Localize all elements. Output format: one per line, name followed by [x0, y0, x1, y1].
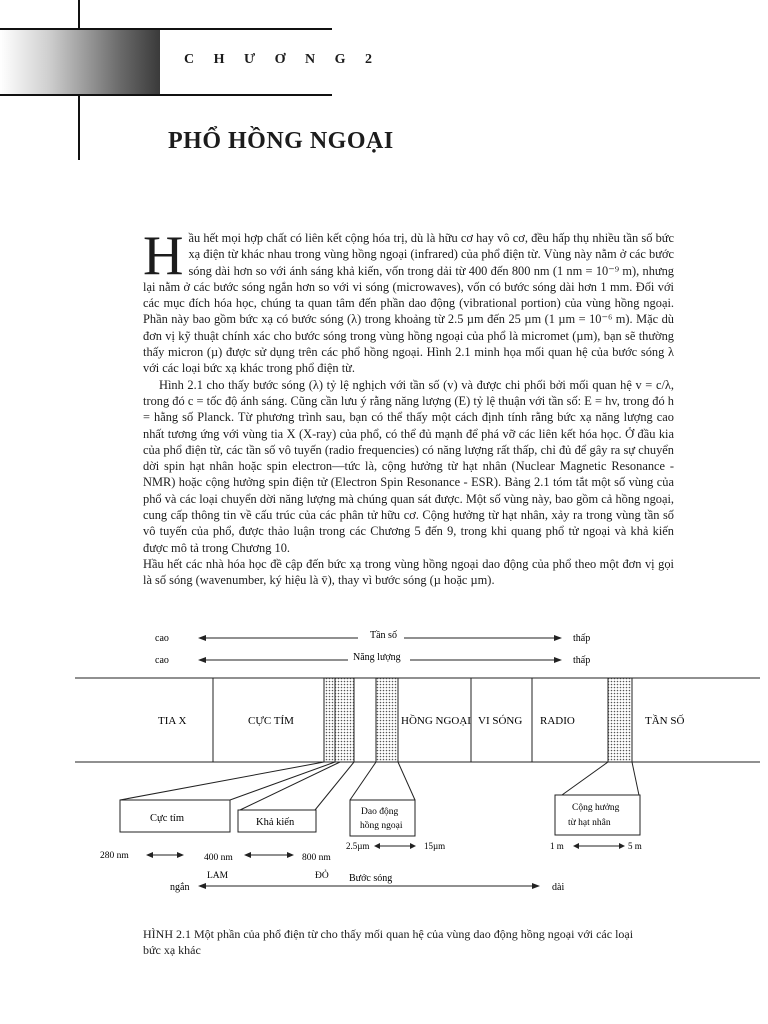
energy-high-label: cao	[155, 655, 169, 666]
freq-label: Tần số	[370, 630, 397, 641]
box-nmr-label-2: từ hạt nhân	[568, 818, 611, 828]
paragraph-1	[143, 225, 674, 377]
wavelength-long-label: dài	[552, 882, 565, 893]
region-xray: TIA X	[158, 715, 187, 727]
tick-arrow-2-left	[244, 852, 251, 858]
tick-arrow-4-right	[619, 843, 625, 849]
tick-25um: 2.5µm	[346, 841, 370, 851]
region-uv: CỰC TÍM	[248, 715, 294, 727]
region-ir: HỒNG NGOẠI	[401, 715, 471, 727]
tick-800nm: 800 nm	[302, 853, 331, 863]
tick-do: ĐỎ	[315, 871, 329, 881]
chapter-label: C H Ư Ơ N G 2	[184, 52, 381, 67]
wavelength-arrowhead-left	[198, 883, 206, 889]
tick-5m: 5 m	[628, 841, 642, 851]
box-nmr	[555, 795, 640, 835]
visible-band	[324, 678, 354, 762]
paragraph-1-text: ầu hết mọi hợp chất có liên kết cộng hóa trị, dù là hữu cơ hay vô cơ, đều hấp thụ nhiều tần số bức xạ điện từ khác nhau trong vùng hồng ngoại (infrared) của phổ điện từ. Vùng này nằm ở các bước sóng dài hơn so với ánh sáng khả kiến, vốn trong dải từ 400 đến 800 nm (1 nm = 10⁻⁹ m), nhưng lại nằm ở các bước sóng ngắn hơn so với vi sóng (microwaves), vốn có bước sóng dài hơn 1 mm. Đối với các mục đích hóa học, chúng ta quan tâm đến phần dao động (vibrational portion) của vùng hồng ngoại. Phần này bao gồm bức xạ có bước sóng (λ) trong khoảng từ 2.5 µm đến 25 µm (1 µm = 10⁻⁶ m). Mặc dù đơn vị kỹ thuật chính xác cho bước sóng trong vùng hồng ngoại của phổ là micromet (µm), bạn sẽ thường thấy micron (µ) được sử dụng trên các phổ hồng ngoại. Hình 2.1 minh họa mối quan hệ của bước sóng λ với các loại bức xạ khác trong phổ điện từ.	[143, 231, 674, 376]
wavelength-label: Bước sóng	[349, 873, 393, 884]
wavelength-short-label: ngắn	[170, 882, 190, 893]
tick-arrow-3-left	[374, 843, 380, 849]
spectrum-diagram	[70, 620, 760, 900]
connector-ir-left	[350, 762, 376, 800]
tick-1m: 1 m	[550, 841, 564, 851]
connector-uv-right	[230, 762, 335, 800]
connector-vis-right	[315, 762, 354, 810]
tick-arrow-1-right	[177, 852, 184, 858]
freq-high-label: cao	[155, 633, 169, 644]
energy-label: Năng lượng	[353, 652, 401, 663]
tick-400nm: 400 nm	[204, 853, 233, 863]
connector-vis-left	[240, 762, 340, 810]
page-title: PHỔ HỒNG NGOẠI	[168, 128, 394, 154]
spectrum-figure	[70, 620, 760, 900]
freq-low-label: thấp	[573, 633, 591, 644]
figure-caption: HÌNH 2.1 Một phần của phổ điện từ cho thấy mối quan hệ của vùng dao động hồng ngoại với các loại bức xạ khác	[143, 927, 634, 957]
region-frequency: TẦN SỐ	[645, 715, 685, 727]
energy-low-label: thấp	[573, 655, 591, 666]
tick-lam: LAM	[207, 871, 229, 881]
connector-uv-left	[120, 762, 324, 800]
header-bottom-rule	[0, 94, 332, 96]
paragraph-3: Hầu hết các nhà hóa học đề cập đến bức xạ trong vùng hồng ngoại dao động của phổ theo một đơn vị gọi là số sóng (wavenumber, ký hiệu là v̄), thay vì bước sóng (µ hoặc µm).	[143, 556, 674, 588]
body-text	[143, 225, 674, 589]
box-ir-label-2: hồng ngoại	[360, 821, 403, 831]
box-nmr-label-1: Cộng hưởng	[572, 803, 620, 813]
box-visible-label: Khả kiến	[256, 817, 295, 828]
header-gradient-block	[0, 30, 160, 94]
wavelength-arrowhead-right	[532, 883, 540, 889]
energy-arrowhead-right	[554, 657, 562, 663]
nmr-band	[608, 678, 632, 762]
tick-280nm: 280 nm	[100, 851, 129, 861]
region-radio: RADIO	[540, 715, 575, 727]
tick-15um: 15µm	[424, 841, 446, 851]
tick-arrow-1-left	[146, 852, 153, 858]
paragraph-2: Hình 2.1 cho thấy bước sóng (λ) tỷ lệ nghịch với tần số (v) và được chi phối bởi mối quan hệ v = c/λ, trong đó c = tốc độ ánh sáng. Cũng cần lưu ý rằng năng lượng (E) tỷ lệ thuận với tần số: E = hv, trong đó h = hằng số Planck. Từ phương trình sau, bạn có thể thấy một cách định tính rằng bức xạ năng lượng cao nhất tương ứng với vùng tia X (X-ray) của phổ, có thể đủ mạnh để phá vỡ các liên kết hóa học. Ở đầu kia của phổ điện từ, các tần số vô tuyến (radio frequencies) có năng lượng rất thấp, chỉ đủ để gây ra sự chuyển dời spin hạt nhân hoặc spin electron—tức là, cộng hưởng từ hạt nhân (Nuclear Magnetic Resonance - NMR) hoặc cộng hưởng spin điện tử (Electron Spin Resonance - ESR). Bảng 2.1 tóm tắt một số vùng của phổ và các loại chuyển dời năng lượng mà chúng quan sát được. Một số vùng này, bao gồm cả hồng ngoại, cung cấp thông tin về cấu trúc của các phân tử hữu cơ. Cộng hưởng từ hạt nhân, xảy ra trong vùng tần số vô tuyến của phổ, được thảo luận trong các Chương 5 đến 9, trong khi quang phổ tử ngoại và khả kiến được mô tả trong Chương 10.	[143, 377, 674, 555]
freq-arrowhead-right	[554, 635, 562, 641]
ir-vibration-band	[376, 678, 398, 762]
connector-nmr-right	[632, 762, 640, 800]
tick-arrow-4-left	[573, 843, 579, 849]
connector-nmr-left	[555, 762, 608, 800]
drop-cap: H	[143, 225, 184, 287]
tick-arrow-3-right	[410, 843, 416, 849]
tick-arrow-2-right	[287, 852, 294, 858]
freq-arrowhead-left	[198, 635, 206, 641]
box-uv-label: Cực tím	[150, 813, 184, 824]
region-microwave: VI SÓNG	[478, 715, 523, 727]
box-ir-label-1: Dao động	[361, 807, 399, 817]
connector-ir-right	[398, 762, 415, 800]
energy-arrowhead-left	[198, 657, 206, 663]
